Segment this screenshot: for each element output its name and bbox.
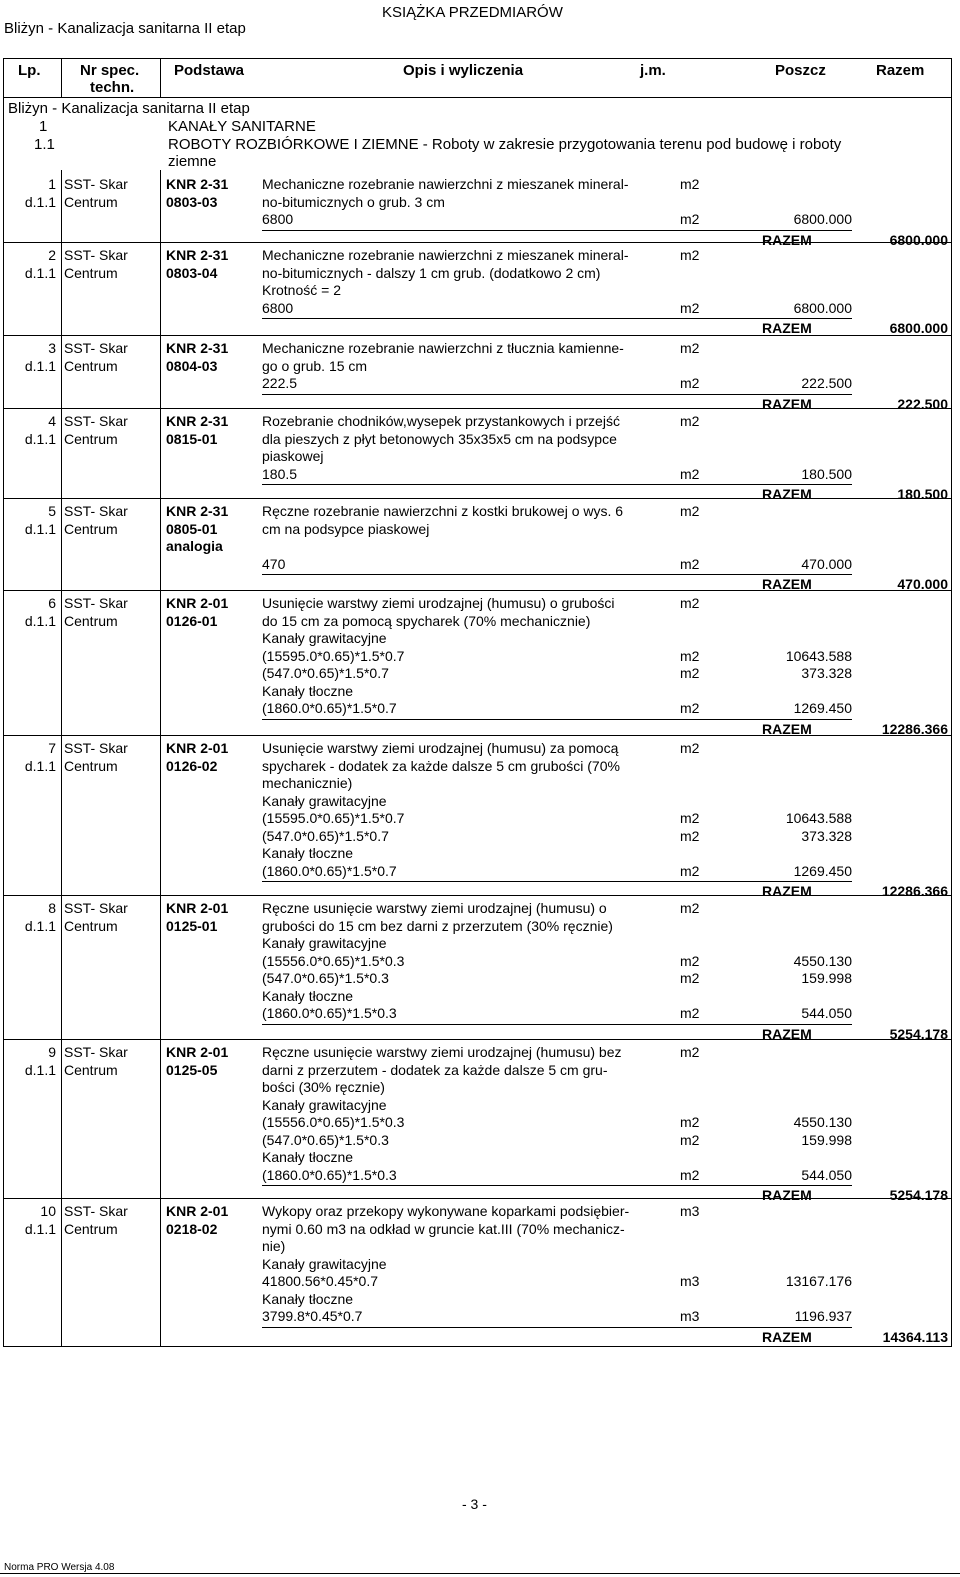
item-unit: m3 [680,1203,700,1219]
item-description-line: Kanały grawitacyjne [262,792,387,809]
item-basis-catalog: KNR 2-31 [166,340,229,356]
calc-line-value: 470.000 [801,555,852,572]
section-title: KANAŁY SANITARNE [168,118,316,135]
item-total: 180.500 [897,486,948,502]
calc-underline [262,484,852,485]
item-total: 5254.178 [889,1187,948,1203]
calc-underline [262,574,852,575]
row-separator [3,735,951,736]
item-description-line: nymi 0.60 m3 na odkład w gruncie kat.III (70% mechanicz- [262,1220,625,1237]
row-separator [3,408,951,409]
row-separator [3,1198,951,1199]
table-bottom-border [3,1346,951,1347]
col-header-spec: Nr spec. [80,62,140,79]
item-spec: SST- Skar [64,900,128,916]
razem-label: RAZEM [762,1025,812,1042]
item-spec-ref: d.1.1 [24,357,56,374]
razem-label: RAZEM [762,720,812,737]
calc-line-unit: m2 [680,211,700,227]
col-header-basis: Podstawa [174,62,245,79]
calc-line-unit: m2 [680,465,700,482]
item-number: 1 [48,176,56,192]
item-total: 12286.366 [881,883,948,899]
item-basis-catalog: KNR 2-31 [166,176,229,192]
item-description-line: Ręczne usunięcie warstwy ziemi urodzajnej (humusu) o [262,900,607,916]
calc-line-text: Kanały tłoczne [262,987,354,1004]
calc-line-value: 222.500 [801,375,852,391]
item-description-line: mechanicznie) [262,775,353,791]
calc-line-value: 10643.588 [785,647,852,664]
item-description-line: grubości do 15 cm bez darni z przerzutem (30% ręcznie) [262,917,613,934]
col-header-desc: Opis i wyliczenia [403,62,524,79]
item-total: 14364.113 [882,1328,948,1345]
item-spec: SST- Skar [64,1203,128,1219]
item-description-line: Ręczne usunięcie warstwy ziemi urodzajnej (humusu) bez [262,1044,622,1060]
col-header-spec-2: techn. [90,79,135,96]
item-basis-position: 0803-03 [166,193,218,210]
row-separator [3,335,951,336]
item-total: 12286.366 [881,720,948,737]
item-unit: m2 [680,595,700,611]
razem-label: RAZEM [762,231,812,248]
item-unit: m2 [680,176,700,192]
item-unit: m2 [680,740,700,756]
calc-line-text: (15595.0*0.65)*1.5*0.7 [262,647,405,664]
project-title: Bliżyn - Kanalizacja sanitarna II etap [4,20,246,37]
calc-line-value: 373.328 [801,665,852,681]
calc-line-text: 6800 [262,211,294,227]
calc-line-unit: m2 [680,700,700,716]
calc-line-unit: m2 [680,1114,700,1130]
subsection-title-2: ziemne [168,153,217,170]
subsection-number: 1.1 [34,136,55,153]
item-spec-location: Centrum [64,264,118,281]
col-divider [61,58,62,97]
item-spec-location: Centrum [64,430,118,447]
item-spec-location: Centrum [64,757,118,774]
item-description-line: go o grub. 15 cm [262,357,368,374]
calc-line-text: (547.0*0.65)*1.5*0.3 [262,970,389,986]
calc-line-unit: m3 [680,1273,700,1289]
calc-underline [262,1024,852,1025]
row-separator [3,498,951,499]
section-number: 1 [39,118,48,135]
item-spec-ref: d.1.1 [24,757,56,774]
item-total: 6800.000 [889,320,948,336]
table-top-border [3,58,951,59]
table-right-border [951,58,952,1347]
calc-line-text: 41800.56*0.45*0.7 [262,1273,378,1289]
item-spec-location: Centrum [64,1220,118,1237]
subsection-title: ROBOTY ROZBIÓRKOWE I ZIEMNE - Roboty w zakresie przygotowania terenu pod budowę i roboty [168,136,842,153]
item-basis-position: 0125-05 [166,1061,218,1078]
item-description-line: Usunięcie warstwy ziemi urodzajnej (humusu) za pomocą [262,740,619,756]
footer-rule [0,1573,960,1574]
item-basis-note: analogia [166,538,223,554]
calc-line-unit: m2 [680,1131,700,1148]
item-spec-ref: d.1.1 [24,1061,56,1078]
item-description-line: Kanały grawitacyjne [262,1255,387,1272]
item-total: 470.000 [897,576,948,592]
item-spec-ref: d.1.1 [24,193,56,210]
col-divider [160,58,161,97]
calc-line-unit: m2 [680,827,700,844]
item-number: 9 [48,1044,56,1060]
calc-line-value: 1269.450 [793,862,852,879]
calc-line-unit: m2 [680,970,700,986]
calc-line-unit: m2 [680,810,700,826]
razem-label: RAZEM [762,1187,812,1203]
item-description-line: Kanały grawitacyjne [262,1096,387,1113]
item-unit: m2 [680,503,700,519]
calc-line-value: 1196.937 [794,1308,852,1324]
razem-label: RAZEM [762,395,812,412]
item-number: 6 [48,595,56,611]
item-description-line: Mechaniczne rozebranie nawierzchni z mieszanek mineral- [262,247,629,263]
calc-line-text: 222.5 [262,375,298,391]
item-basis-catalog: KNR 2-01 [166,595,229,611]
calc-line-value: 180.500 [801,465,852,482]
calc-line-value: 4550.130 [793,1114,852,1130]
item-basis-catalog: KNR 2-01 [166,900,229,916]
calc-line-text: Kanały tłoczne [262,682,354,699]
item-basis-catalog: KNR 2-31 [166,413,229,429]
calc-line-text: Kanały tłoczne [262,1149,354,1165]
item-description-line: Kanały grawitacyjne [262,935,387,951]
calc-line-unit: m2 [680,665,700,681]
razem-label: RAZEM [762,883,812,899]
calc-line-value: 159.998 [801,970,852,986]
calc-line-text: (15556.0*0.65)*1.5*0.3 [262,1114,405,1130]
calc-line-text: (1860.0*0.65)*1.5*0.7 [262,862,397,879]
item-number: 7 [48,740,56,756]
item-description-line: bości (30% ręcznie) [262,1079,385,1095]
calc-underline [262,719,852,720]
item-description-line: Krotność = 2 [262,282,341,298]
calc-line-unit: m2 [680,555,700,572]
item-description-line: cm na podsypce piaskowej [262,520,430,537]
item-description-line: piaskowej [262,448,324,464]
col-divider [61,170,62,1347]
item-description-line: no-bitumicznych o grub. 3 cm [262,193,445,210]
item-basis-catalog: KNR 2-31 [166,503,229,519]
razem-label: RAZEM [762,320,812,336]
calc-line-value: 6800.000 [793,299,852,316]
calc-line-text: (547.0*0.65)*1.5*0.7 [262,665,389,681]
calc-line-value: 373.328 [801,827,852,844]
item-description-line: darni z przerzutem - dodatek za każde dalsze 5 cm gru- [262,1061,608,1078]
calc-line-text: Kanały tłoczne [262,845,354,861]
calc-line-value: 159.998 [801,1131,852,1148]
calc-line-value: 4550.130 [793,952,852,969]
calc-line-text: 6800 [262,299,294,316]
calc-line-text: (1860.0*0.65)*1.5*0.3 [262,1005,397,1021]
calc-line-value: 10643.588 [785,810,852,826]
item-description-line: Kanały grawitacyjne [262,630,387,646]
calc-line-text: (15595.0*0.65)*1.5*0.7 [262,810,405,826]
table-left-border [3,58,4,1347]
item-basis-position: 0805-01 [166,520,218,537]
row-separator [3,1039,951,1040]
item-unit: m2 [680,413,700,429]
col-header-unit: j.m. [640,62,666,79]
calc-line-text: (1860.0*0.65)*1.5*0.7 [262,700,397,716]
row-separator [3,242,951,243]
calc-line-value: 6800.000 [793,211,852,227]
item-spec-ref: d.1.1 [24,430,56,447]
calc-line-text: Kanały tłoczne [262,1290,354,1307]
calc-line-text: 3799.8*0.45*0.7 [262,1308,363,1324]
item-spec: SST- Skar [64,740,128,756]
calc-line-unit: m2 [680,862,700,879]
item-total: 6800.000 [889,231,948,248]
calc-line-unit: m2 [680,647,700,664]
col-header-lp: Lp. [18,62,41,79]
project-row: Bliżyn - Kanalizacja sanitarna II etap [8,100,250,117]
razem-label: RAZEM [762,576,812,592]
item-description-line: Rozebranie chodników,wysepek przystankowych i przejść [262,413,620,429]
calc-underline [262,394,852,395]
item-spec-ref: d.1.1 [24,1220,56,1237]
calc-line-text: (15556.0*0.65)*1.5*0.3 [262,952,405,969]
item-description-line: dla pieszych z płyt betonowych 35x35x5 cm na podsypce [262,430,617,447]
item-basis-position: 0126-02 [166,757,218,774]
item-basis-position: 0218-02 [166,1220,218,1237]
razem-label: RAZEM [762,1328,812,1345]
calc-line-unit: m2 [680,375,700,391]
item-description-line: no-bitumicznych - dalszy 1 cm grub. (dodatkowo 2 cm) [262,264,601,281]
item-total: 5254.178 [889,1025,948,1042]
item-spec-ref: d.1.1 [24,520,56,537]
item-number: 8 [48,900,56,916]
calc-underline [262,1185,852,1186]
item-spec: SST- Skar [64,413,128,429]
item-spec-ref: d.1.1 [24,917,56,934]
item-number: 2 [48,247,56,263]
calc-line-text: (547.0*0.65)*1.5*0.7 [262,827,389,844]
item-spec: SST- Skar [64,247,128,263]
calc-line-value: 544.050 [801,1166,852,1183]
item-number: 5 [48,503,56,519]
item-basis-catalog: KNR 2-01 [166,1203,229,1219]
calc-line-value: 1269.450 [793,700,852,716]
book-title: KSIĄŻKA PRZEDMIARÓW [382,4,563,21]
col-divider [160,170,161,1347]
item-description-line: Wykopy oraz przekopy wykonywane koparkami podsiębier- [262,1203,630,1219]
item-description-line: Mechaniczne rozebranie nawierzchni z mieszanek mineral- [262,176,629,192]
item-spec-location: Centrum [64,520,118,537]
item-spec: SST- Skar [64,340,128,356]
item-basis-position: 0804-03 [166,357,218,374]
item-spec-location: Centrum [64,357,118,374]
item-number: 3 [48,340,56,356]
calc-line-value: 544.050 [801,1005,852,1021]
item-description-line: nie) [262,1238,286,1254]
row-separator [3,895,951,896]
item-description-line: Mechaniczne rozebranie nawierzchni z tłucznia kamienne- [262,340,624,356]
item-spec: SST- Skar [64,1044,128,1060]
item-spec-location: Centrum [64,917,118,934]
calc-line-text: (1860.0*0.65)*1.5*0.3 [262,1166,397,1183]
item-number: 10 [40,1203,56,1219]
item-basis-position: 0125-01 [166,917,218,934]
calc-line-unit: m2 [680,1005,700,1021]
col-header-partial: Poszcz [775,62,826,79]
item-spec-location: Centrum [64,612,118,629]
item-basis-catalog: KNR 2-01 [166,740,229,756]
item-basis-position: 0803-04 [166,264,218,281]
row-separator [3,590,951,591]
calc-line-unit: m2 [680,299,700,316]
item-spec-ref: d.1.1 [24,612,56,629]
calc-underline [262,230,852,231]
calc-line-unit: m2 [680,952,700,969]
item-description-line: Usunięcie warstwy ziemi urodzajnej (humusu) o grubości [262,595,615,611]
item-number: 4 [48,413,56,429]
item-basis-position: 0126-01 [166,612,218,629]
item-unit: m2 [680,340,700,356]
item-unit: m2 [680,1044,700,1060]
calc-line-value: 13167.176 [785,1273,852,1289]
item-total: 222.500 [897,395,948,412]
item-description-line: Ręczne rozebranie nawierzchni z kostki brukowej o wys. 6 [262,503,624,519]
item-spec-location: Centrum [64,193,118,210]
item-unit: m2 [680,900,700,916]
calc-line-text: (547.0*0.65)*1.5*0.3 [262,1131,389,1148]
calc-line-unit: m3 [680,1308,700,1324]
header-bottom-border [3,97,951,98]
razem-label: RAZEM [762,486,812,502]
item-spec-location: Centrum [64,1061,118,1078]
item-basis-position: 0815-01 [166,430,218,447]
calc-line-text: 470 [262,555,286,572]
page-number: - 3 - [462,1496,487,1512]
software-version: Norma PRO Wersja 4.08 [4,1562,115,1573]
item-description-line: spycharek - dodatek za każde dalsze 5 cm grubości (70% [262,757,620,774]
item-unit: m2 [680,247,700,263]
item-description-line: do 15 cm za pomocą spycharek (70% mechanicznie) [262,612,591,629]
col-header-total: Razem [876,62,925,79]
item-spec: SST- Skar [64,503,128,519]
calc-underline [262,318,852,319]
item-basis-catalog: KNR 2-01 [166,1044,229,1060]
item-spec-ref: d.1.1 [24,264,56,281]
calc-underline [262,881,852,882]
item-spec: SST- Skar [64,595,128,611]
item-basis-catalog: KNR 2-31 [166,247,229,263]
calc-line-text: 180.5 [262,465,298,482]
calc-underline [262,1327,852,1328]
calc-line-unit: m2 [680,1166,700,1183]
item-spec: SST- Skar [64,176,128,192]
